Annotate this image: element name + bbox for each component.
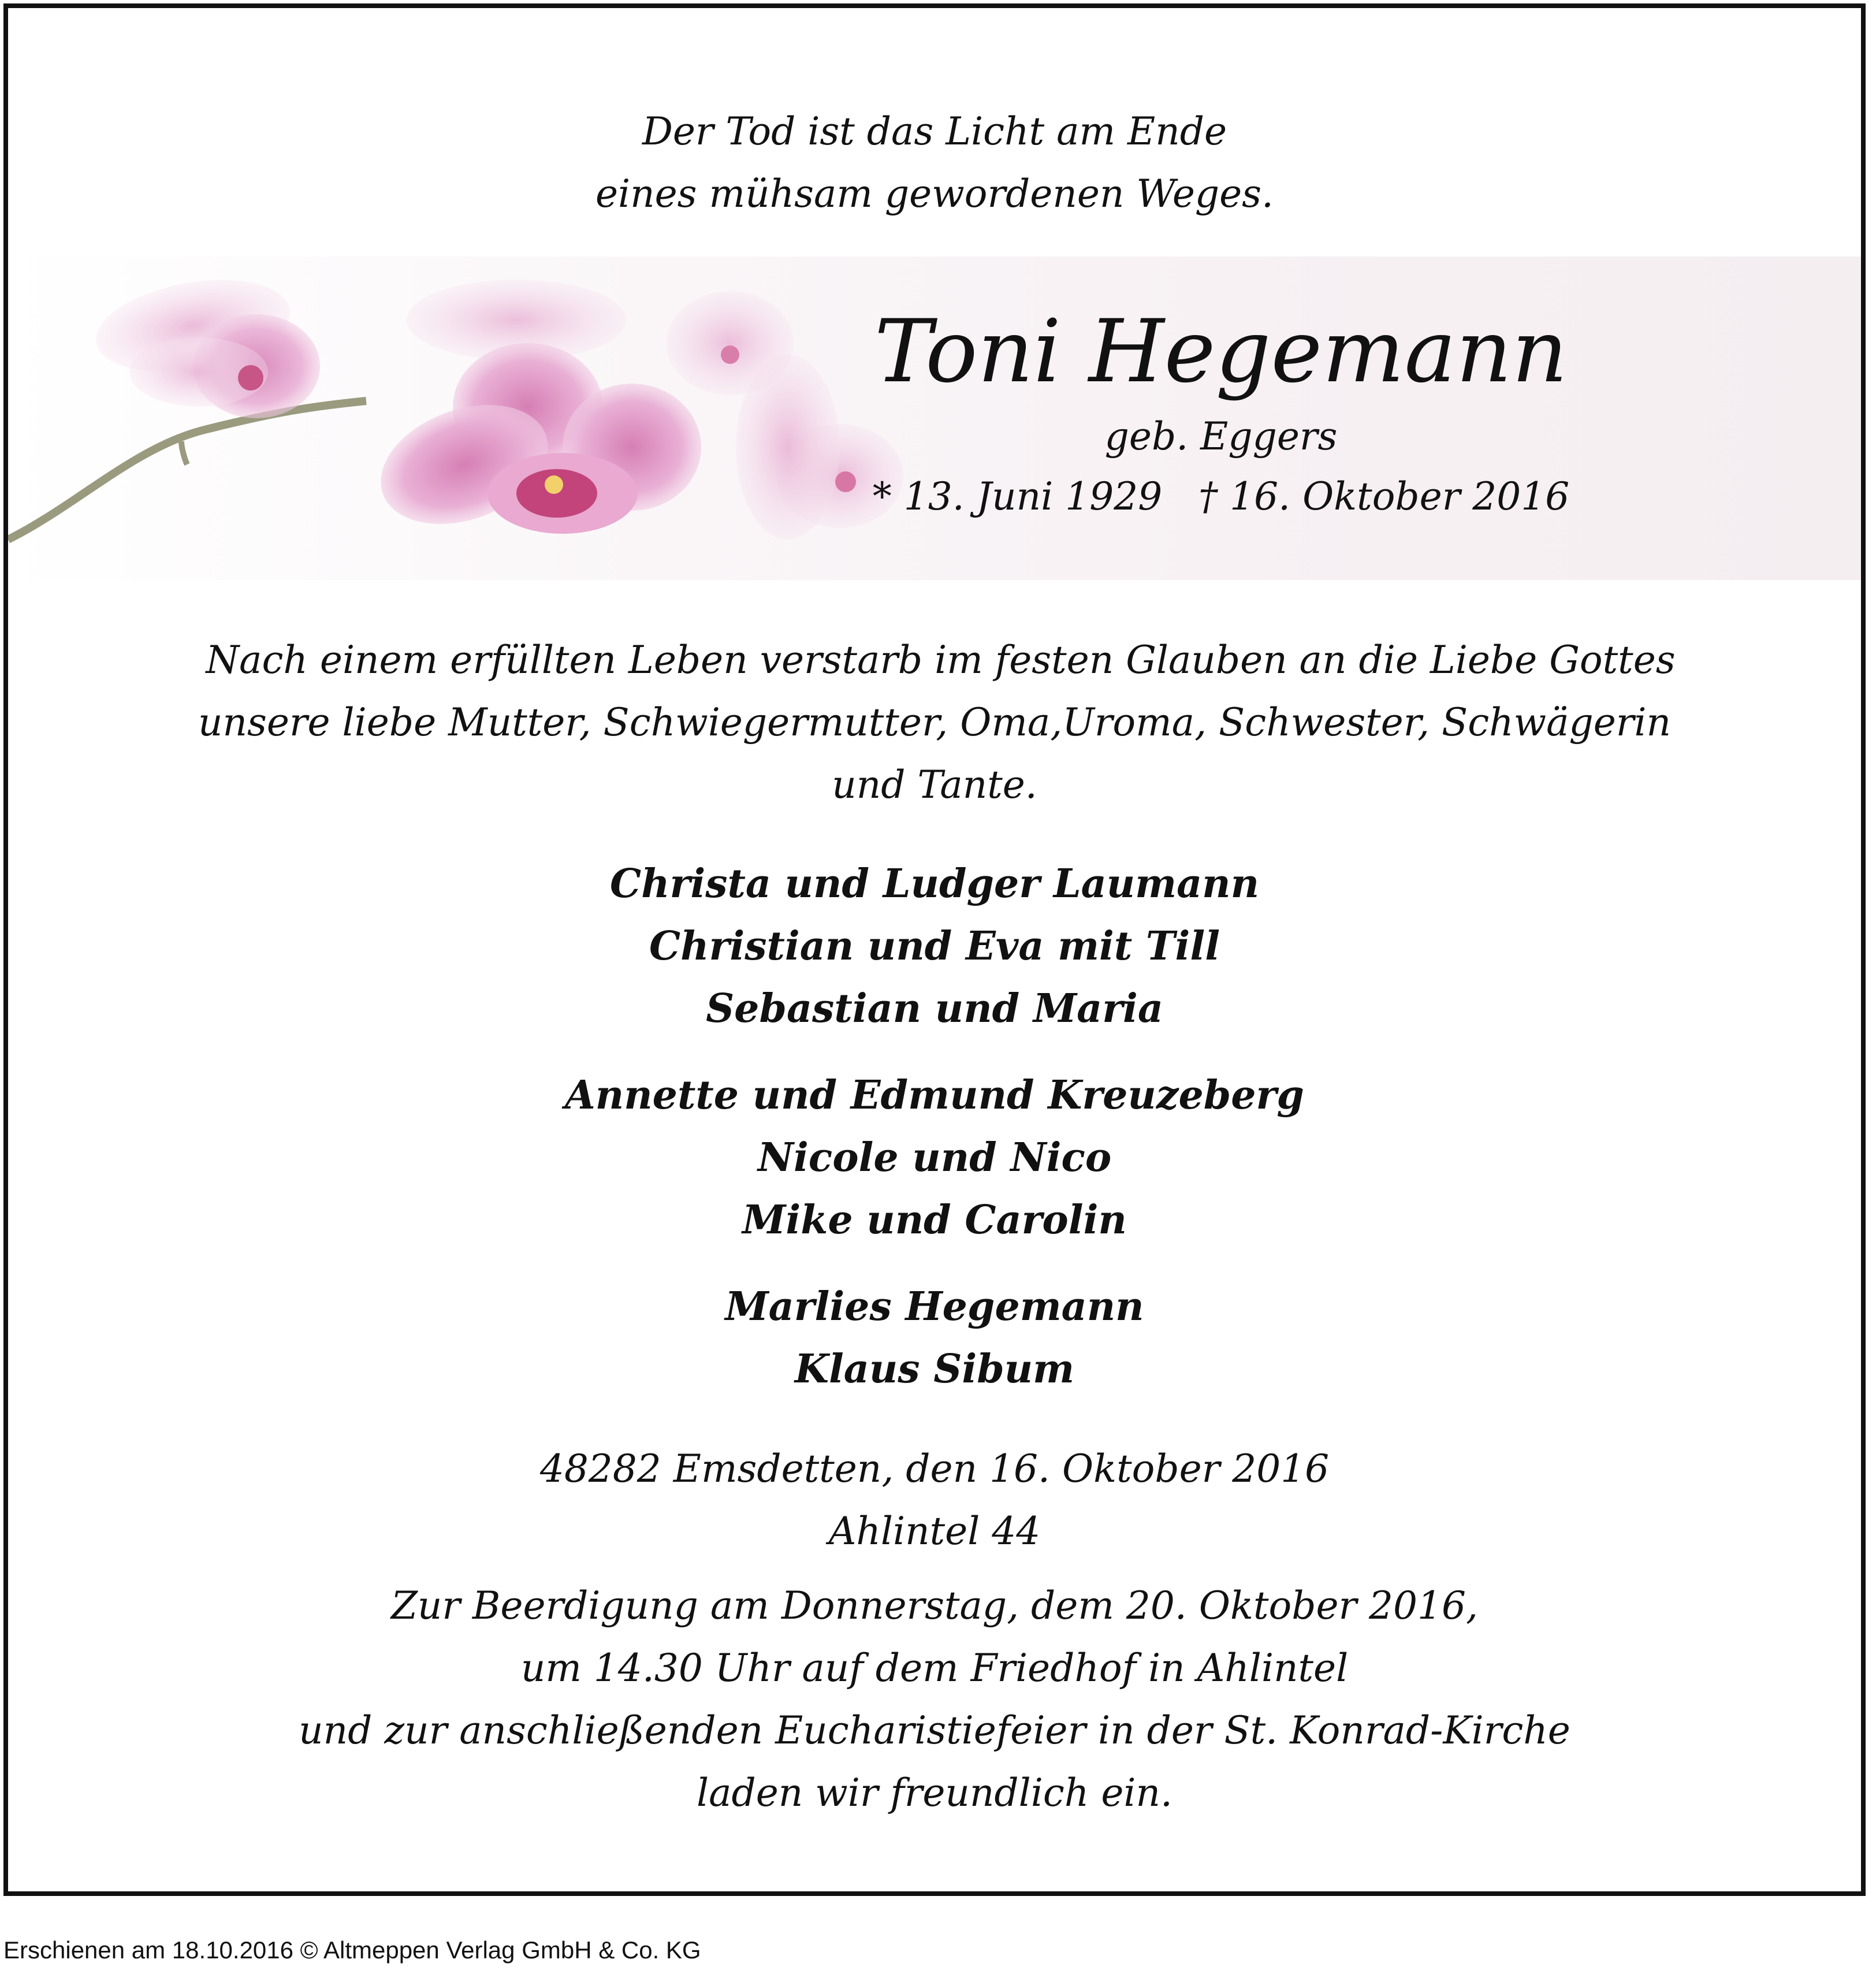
family-member: Nicole und Nico — [757, 1135, 1112, 1181]
funeral-line: um 14.30 Uhr auf dem Friedhof in Ahlintel — [520, 1646, 1349, 1690]
family-member: Annette und Edmund Kreuzeberg — [565, 1072, 1304, 1118]
place-date — [8, 1438, 1861, 1563]
family-member: Sebastian und Maria — [706, 986, 1163, 1032]
intro-line: und Tante. — [832, 763, 1037, 807]
place-line: 48282 Emsdetten, den 16. Oktober 2016 — [539, 1447, 1330, 1491]
life-dates: * 13. Juni 1929 † 16. Oktober 2016 — [872, 474, 1570, 519]
funeral-info — [8, 1575, 1861, 1824]
funeral-line: und zur anschließenden Eucharistiefeier in der St. Konrad-Kirche — [299, 1708, 1570, 1753]
motto-line: eines mühsam gewordenen Weges. — [595, 172, 1274, 216]
family-member: Klaus Sibum — [794, 1346, 1075, 1392]
address-line: Ahlintel 44 — [828, 1509, 1041, 1553]
intro-line: Nach einem erfüllten Leben verstarb im festen Glauben an die Liebe Gottes — [193, 638, 1676, 682]
intro-line: unsere liebe Mutter, Schwiegermutter, Oma,Uroma, Schwester, Schwägerin — [198, 700, 1671, 745]
motto — [8, 101, 1861, 225]
family-member: Marlies Hegemann — [725, 1284, 1144, 1330]
publication-footer: Erschienen am 18.10.2016 © Altmeppen Verlag GmbH & Co. KG — [3, 1936, 701, 1964]
family-group — [8, 1064, 1861, 1251]
family-member: Christian und Eva mit Till — [649, 923, 1220, 969]
deceased-block — [759, 297, 1683, 527]
motto-line: Der Tod ist das Licht am Ende — [642, 109, 1227, 154]
family-member: Mike und Carolin — [742, 1197, 1127, 1243]
family-group — [8, 853, 1861, 1040]
obituary-frame — [3, 3, 1866, 1896]
family-group — [8, 1276, 1861, 1400]
funeral-line: laden wir freundlich ein. — [696, 1771, 1172, 1815]
funeral-line: Zur Beerdigung am Donnerstag, dem 20. Oktober 2016, — [391, 1583, 1478, 1628]
birth-name: geb. Eggers — [1104, 414, 1338, 459]
family-member: Christa und Ludger Laumann — [609, 861, 1260, 907]
intro-text — [8, 629, 1861, 816]
deceased-name: Toni Hegemann — [874, 302, 1568, 402]
